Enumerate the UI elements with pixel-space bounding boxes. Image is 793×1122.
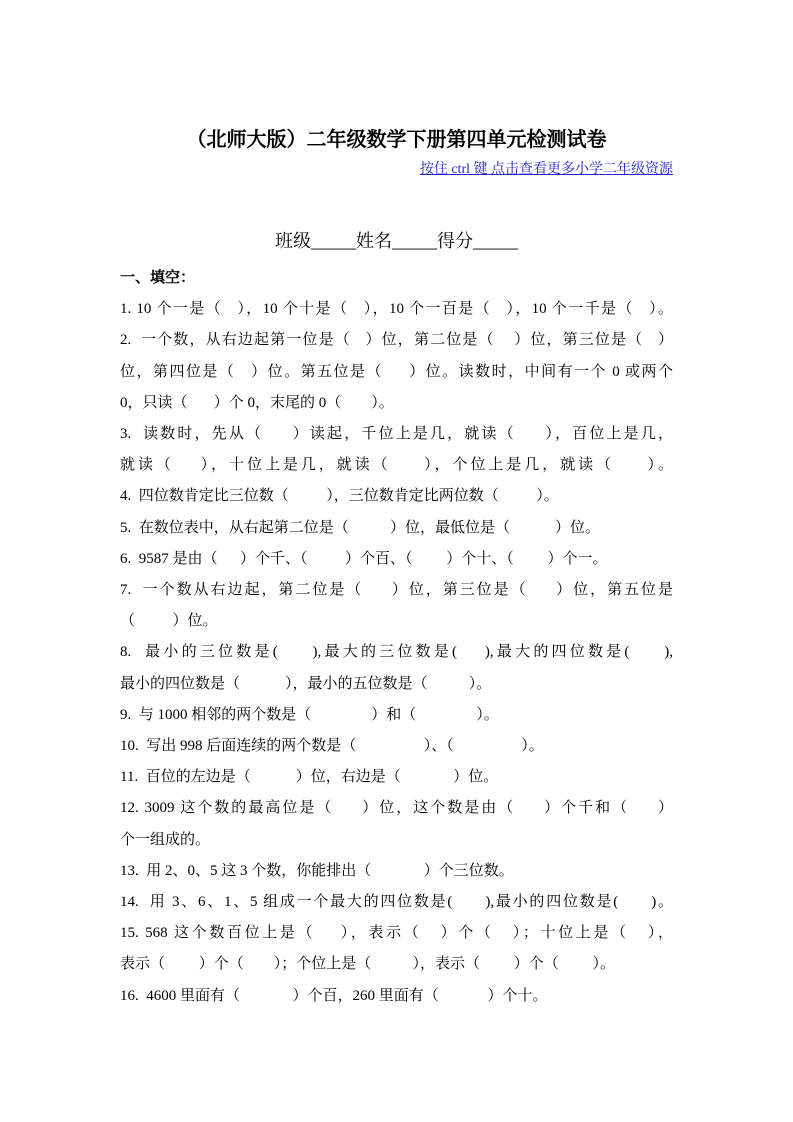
question-8-line-1: 8. 最小的三位数是( ),最大的三位数是( ),最大的四位数是( ), — [120, 644, 673, 661]
question-1-line-1: 1. 10 个一是（ ），10 个十是（ ），10 个一百是（ ），10 个一千是（ ）。 — [120, 301, 673, 318]
question-6-line-1: 6. 9587 是由（ ）个千、（ ）个百、（ ）个十、（ ）个一。 — [120, 550, 608, 567]
question-13-line-1: 13. 用 2、0、5 这 3 个数，你能排出（ ）个三位数。 — [120, 862, 514, 879]
question-2-line-1: 2. 一个数，从右边起第一位是（ ）位，第二位是（ ）位，第三位是（ ） — [120, 332, 673, 349]
question-9 — [120, 700, 673, 731]
question-1 — [120, 294, 673, 325]
question-7-line-1: 7. 一个数从右边起，第二位是（ ）位，第三位是（ ）位，第五位是 — [120, 582, 673, 599]
question-2-line-2: 位，第四位是（ ）位。第五位是（ ）位。读数时，中间有一个 0 或两个 — [120, 363, 673, 380]
question-6 — [120, 544, 673, 575]
question-12 — [120, 793, 673, 855]
question-4-line-1: 4. 四位数肯定比三位数（ ），三位数肯定比两位数（ ）。 — [120, 488, 559, 505]
section-heading: 一、填空： — [120, 270, 196, 286]
question-15-line-2: 表示（ ）个（ ）；个位上是（ ），表示（ ）个（ ）。 — [120, 956, 616, 973]
question-5-line-1: 5. 在数位表中，从右起第二位是（ ）位，最低位是（ ）位。 — [120, 519, 601, 536]
question-10-line-1: 10. 写出 998 后面连续的两个数是（ ）、（ ）。 — [120, 738, 544, 755]
more-resources-link[interactable]: 按住 ctrl 键 点击查看更多小学二年级资源 — [419, 162, 673, 177]
question-2 — [120, 325, 673, 419]
question-15-line-1: 15. 568 这个数百位上是（ ），表示（ ）个（ ）；十位上是（ ）， — [120, 925, 673, 942]
question-14-line-1: 14. 用 3、6、1、5 组成一个最大的四位数是( ),最小的四位数是( )。 — [120, 894, 673, 911]
fill-in-section — [120, 263, 673, 1012]
name-label: 姓名 — [356, 231, 392, 251]
class-label: 班级 — [275, 231, 311, 251]
question-3 — [120, 419, 673, 481]
question-16 — [120, 981, 673, 1012]
question-12-line-1: 12. 3009 这个数的最高位是（ ）位，这个数是由（ ）个千和（ ） — [120, 800, 673, 817]
question-7-line-2: （ ）位。 — [120, 613, 218, 630]
question-12-line-2: 个一组成的。 — [120, 831, 211, 848]
student-info-line — [0, 228, 793, 254]
question-8-line-2: 最小的四位数是（ ），最小的五位数是（ ）。 — [120, 675, 492, 692]
question-11 — [120, 762, 673, 793]
question-8 — [120, 637, 673, 699]
class-blank: _____ — [311, 231, 356, 251]
score-blank: _____ — [473, 231, 518, 251]
question-11-line-1: 11. 百位的左边是（ ）位，右边是（ ）位。 — [120, 769, 499, 786]
question-10 — [120, 731, 673, 762]
question-5 — [120, 513, 673, 544]
question-4 — [120, 481, 673, 512]
page-title: （北师大版）二年级数学下册第四单元检测试卷 — [186, 129, 607, 151]
score-label: 得分 — [437, 231, 473, 251]
question-13 — [120, 856, 673, 887]
question-3-line-1: 3. 读数时，先从（ ）读起，千位上是几，就读（ ），百位上是几， — [120, 426, 673, 443]
question-15 — [120, 918, 673, 980]
question-7 — [120, 575, 673, 637]
question-14 — [120, 887, 673, 918]
question-9-line-1: 9. 与 1000 相邻的两个数是（ ）和（ ）。 — [120, 706, 499, 723]
name-blank: _____ — [392, 231, 437, 251]
question-2-line-3: 0，只读（ ）个 0，末尾的 0（ ）。 — [120, 394, 394, 411]
question-3-line-2: 就读（ ），十位上是几，就读（ ），个位上是几，就读（ ）。 — [120, 457, 673, 474]
question-16-line-1: 16. 4600 里面有（ ）个百，260 里面有（ ）个十。 — [120, 987, 548, 1004]
